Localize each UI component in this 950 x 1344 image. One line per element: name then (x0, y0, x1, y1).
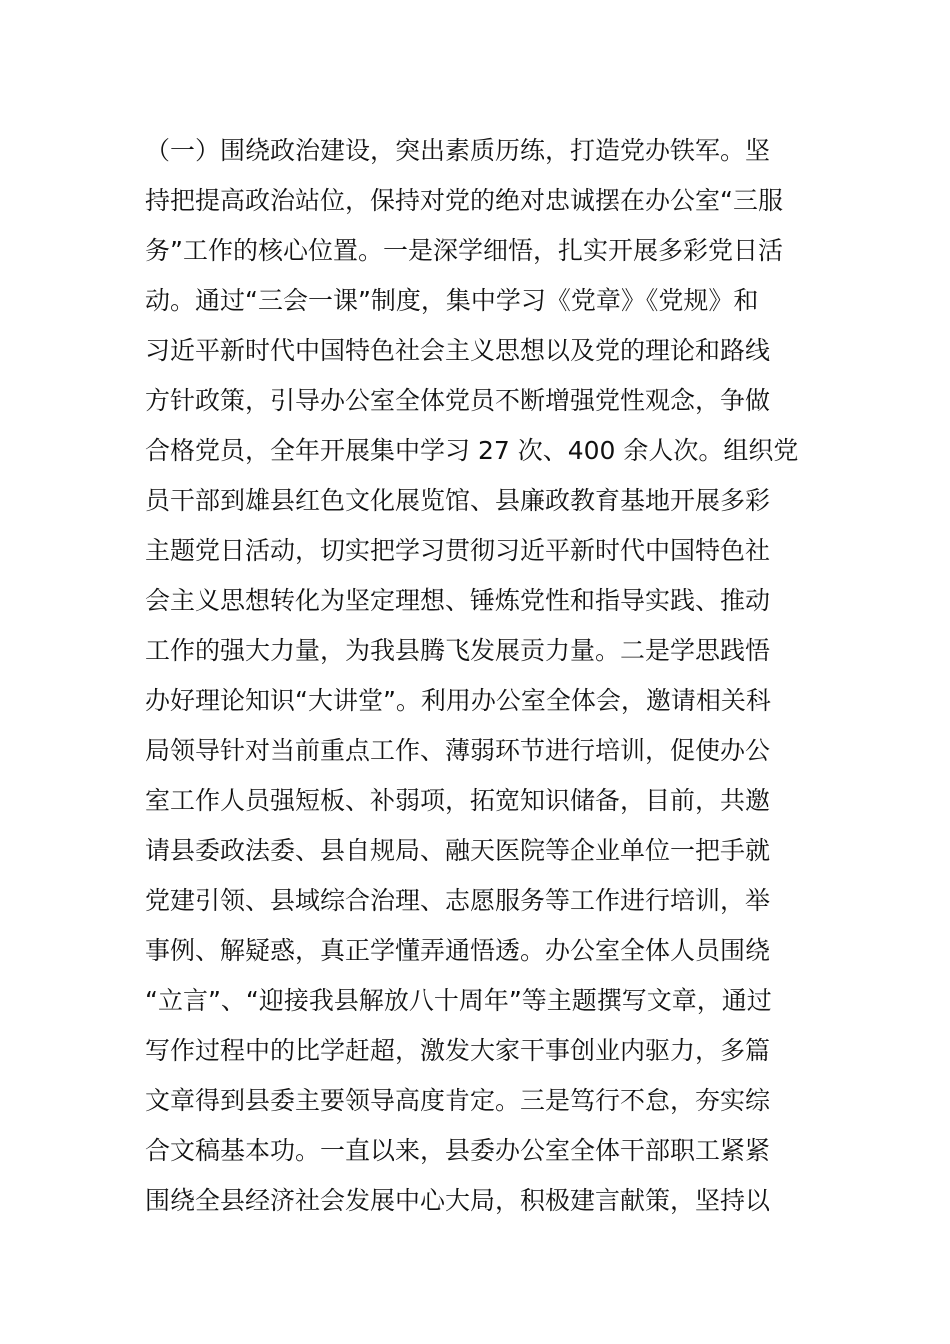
text-line: 主题党日活动，切实把学习贯彻习近平新时代中国特色社 (145, 536, 771, 565)
text-line: 请县委政法委、县自规局、融天医院等企业单位一把手就 (145, 836, 771, 865)
text-line: 局领导针对当前重点工作、薄弱环节进行培训，促使办公 (145, 736, 771, 765)
text-line: 合文稿基本功。一直以来，县委办公室全体干部职工紧紧 (145, 1136, 771, 1165)
text-line: （一）围绕政治建设，突出素质历练，打造党办铁军。坚 (145, 136, 771, 165)
text-line: 事例、解疑惑，真正学懂弄通悟透。办公室全体人员围绕 (145, 936, 771, 965)
text-line: 围绕全县经济社会发展中心大局，积极建言献策，坚持以 (145, 1186, 771, 1215)
text-line: 办好理论知识“大讲堂”。利用办公室全体会，邀请相关科 (145, 686, 771, 715)
text-line: 会主义思想转化为坚定理想、锤炼党性和指导实践、推动 (145, 586, 771, 615)
text-line: 写作过程中的比学赶超，激发大家干事创业内驱力，多篇 (145, 1036, 771, 1065)
text-line: 习近平新时代中国特色社会主义思想以及党的理论和路线 (145, 336, 771, 365)
text-line: 动。通过“三会一课”制度，集中学习《党章》《党规》和 (145, 286, 759, 315)
text-line: 员干部到雄县红色文化展览馆、县廉政教育基地开展多彩 (145, 486, 771, 515)
text-line: 方针政策，引导办公室全体党员不断增强党性观念，争做 (145, 386, 771, 415)
text-line: “立言”、“迎接我县解放八十周年”等主题撰写文章，通过 (145, 986, 772, 1015)
body-paragraph (145, 126, 815, 1226)
text-line: 务”工作的核心位置。一是深学细悟，扎实开展多彩党日活 (145, 236, 783, 265)
text-line: 合格党员，全年开展集中学习 27 次、400 余人次。组织党 (145, 436, 799, 465)
text-line: 党建引领、县域综合治理、志愿服务等工作进行培训，举 (145, 886, 771, 915)
text-line: 持把提高政治站位，保持对党的绝对忠诚摆在办公室“三服 (145, 186, 783, 215)
text-line: 工作的强大力量，为我县腾飞发展贡力量。二是学思践悟 (145, 636, 771, 665)
text-line: 文章得到县委主要领导高度肯定。三是笃行不怠，夯实综 (145, 1086, 771, 1115)
text-line: 室工作人员强短板、补弱项，拓宽知识储备，目前，共邀 (145, 786, 771, 815)
